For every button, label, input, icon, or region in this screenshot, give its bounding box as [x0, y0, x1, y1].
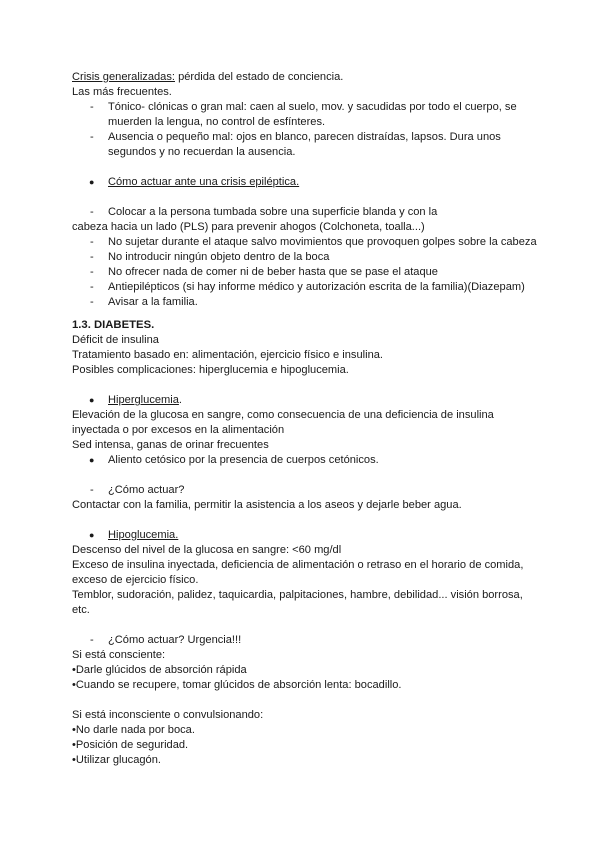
inconsciente-item: •Utilizar glucagón.	[72, 754, 161, 766]
hiperglucemia-actuar-text: Contactar con la familia, permitir la asistencia a los aseos y dejarle beber agua.	[72, 499, 462, 511]
como-actuar-item	[72, 280, 542, 295]
crisis-item-text: Tónico- clónicas o gran mal: caen al suelo, mov. y sacudidas por todo el cuerpo, se muerden la lengua, no control de esfínteres.	[108, 101, 517, 128]
spacer	[72, 513, 542, 528]
como-actuar-item-text: No sujetar durante el ataque salvo movimientos que provoquen golpes sobre la cabeza	[108, 236, 537, 248]
spacer	[72, 310, 542, 317]
consciente-item: •Cuando se recupere, tomar glúcidos de absorción lenta: bocadillo.	[72, 679, 402, 691]
spacer	[72, 618, 542, 633]
hipoglucemia-causes: Exceso de insulina inyectada, deficiencia de alimentación o retraso en el horario de comida, exceso de ejercicio físico.	[72, 559, 524, 586]
como-actuar-item	[72, 205, 542, 220]
como-actuar-item-text: Antiepilépticos (si hay informe médico y autorización escrita de la familia)(Diazepam)	[108, 281, 525, 293]
dash-marker: -	[90, 101, 94, 113]
inconsciente-item: •No darle nada por boca.	[72, 724, 195, 736]
bullet-marker: ●	[89, 177, 95, 187]
hiperglucemia-heading-line	[72, 393, 542, 408]
hipoglucemia-description: Descenso del nivel de la glucosa en sangre: <60 mg/dl	[72, 544, 342, 556]
hiperglucemia-heading: Hiperglucemia	[108, 394, 179, 406]
como-actuar-item	[72, 265, 542, 280]
spacer	[72, 160, 542, 175]
hiperglucemia-bullet	[72, 453, 542, 468]
document-page	[72, 70, 542, 768]
como-actuar-item-text: No ofrecer nada de comer ni de beber hasta que se pase el ataque	[108, 266, 438, 278]
como-actuar-item	[72, 295, 542, 310]
dash-marker: -	[90, 251, 94, 263]
diabetes-line: Posibles complicaciones: hiperglucemia e hipoglucemia.	[72, 364, 349, 376]
hiperglucemia-symptoms: Sed intensa, ganas de orinar frecuentes	[72, 439, 269, 451]
como-actuar-item	[72, 235, 542, 250]
crisis-item	[72, 130, 542, 160]
hipoglucemia-heading: Hipoglucemia.	[108, 529, 179, 541]
hiperglucemia-description: Elevación de la glucosa en sangre, como consecuencia de una deficiencia de insulina inyectada o por excesos en la alimentación	[72, 409, 494, 436]
hiperglucemia-bullet-text: Aliento cetósico por la presencia de cuerpos cetónicos.	[108, 454, 379, 466]
spacer	[72, 190, 542, 205]
crisis-generalizadas-text: pérdida del estado de conciencia.	[174, 71, 344, 83]
spacer	[72, 693, 542, 708]
hiperglucemia-heading-suffix: .	[178, 394, 183, 406]
hipoglucemia-actuar	[72, 633, 542, 648]
dash-marker: -	[90, 131, 94, 143]
hiperglucemia-actuar	[72, 483, 542, 498]
dash-marker: -	[90, 236, 94, 248]
hipoglucemia-heading-line	[72, 528, 542, 543]
como-actuar-heading-line	[72, 175, 542, 190]
hiperglucemia-actuar-label: ¿Cómo actuar?	[108, 484, 185, 496]
inconsciente-item: •Posición de seguridad.	[72, 739, 189, 751]
como-actuar-continuation: cabeza hacia un lado (PLS) para prevenir ahogos (Colchoneta, toalla...)	[72, 221, 425, 233]
crisis-generalizadas-label: Crisis generalizadas:	[72, 71, 175, 83]
como-actuar-heading: Cómo actuar ante una crisis epiléptica.	[108, 176, 300, 188]
crisis-generalizadas-line	[72, 70, 542, 85]
como-actuar-item-text: Colocar a la persona tumbada sobre una superficie blanda y con la	[108, 206, 438, 218]
diabetes-heading: 1.3. DIABETES.	[72, 319, 155, 331]
bullet-marker: ●	[89, 455, 95, 465]
dash-marker: -	[90, 296, 94, 308]
consciente-item: •Darle glúcidos de absorción rápida	[72, 664, 247, 676]
inconsciente-label: Si está inconsciente o convulsionando:	[72, 709, 264, 721]
dash-marker: -	[90, 206, 94, 218]
spacer	[72, 378, 542, 393]
consciente-label: Si está consciente:	[72, 649, 166, 661]
dash-marker: -	[90, 281, 94, 293]
crisis-item-text: Ausencia o pequeño mal: ojos en blanco, parecen distraídas, lapsos. Dura unos segundos y no recuerdan la ausencia.	[108, 131, 501, 158]
spacer	[72, 468, 542, 483]
diabetes-line: Déficit de insulina	[72, 334, 159, 346]
dash-marker: -	[90, 484, 94, 496]
diabetes-line: Tratamiento basado en: alimentación, ejercicio físico e insulina.	[72, 349, 383, 361]
hipoglucemia-symptoms: Temblor, sudoración, palidez, taquicardia, palpitaciones, hambre, debilidad... visión borrosa, etc.	[72, 589, 523, 616]
crisis-item	[72, 100, 542, 130]
como-actuar-item	[72, 250, 542, 265]
como-actuar-item-text: No introducir ningún objeto dentro de la boca	[108, 251, 330, 263]
dash-marker: -	[90, 266, 94, 278]
frecuentes-line: Las más frecuentes.	[72, 86, 172, 98]
hipoglucemia-actuar-label: ¿Cómo actuar? Urgencia!!!	[108, 634, 242, 646]
bullet-marker: ●	[89, 395, 95, 405]
dash-marker: -	[90, 634, 94, 646]
como-actuar-item-text: Avisar a la familia.	[108, 296, 198, 308]
bullet-marker: ●	[89, 530, 95, 540]
